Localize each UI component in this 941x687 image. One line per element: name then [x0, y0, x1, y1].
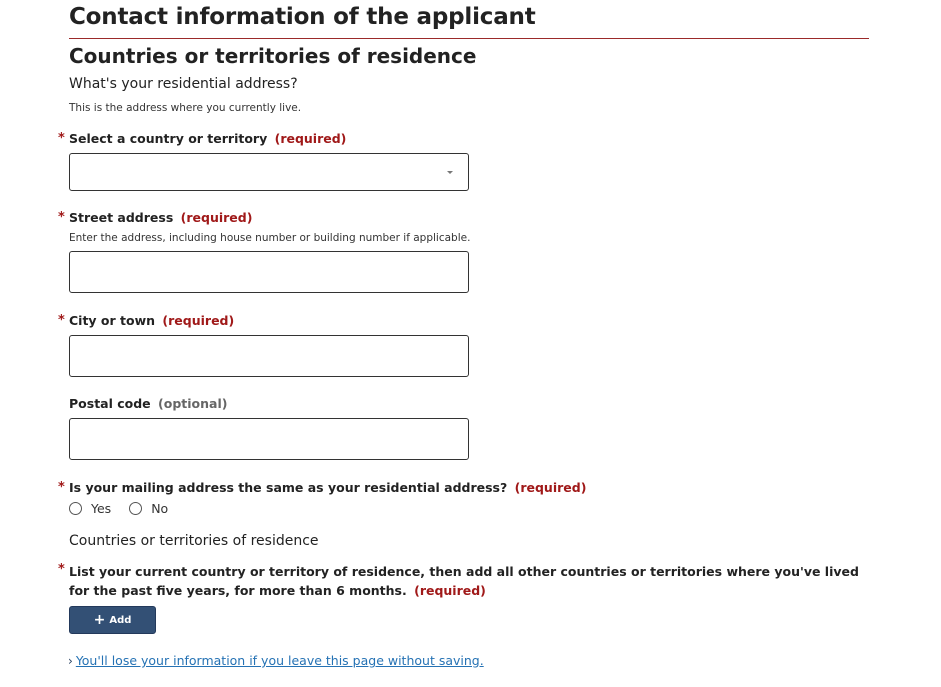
mailing-question-label	[69, 480, 586, 495]
add-country-button[interactable]	[69, 606, 156, 634]
city-required-asterisk: *	[58, 313, 65, 328]
radio-no-label: No	[151, 501, 169, 516]
plus-icon: +	[93, 612, 106, 628]
city-required-text: (required)	[162, 313, 235, 328]
unsaved-warning-link[interactable]: You'll lose your information if you leave this page without saving.	[75, 653, 484, 668]
country-select[interactable]	[69, 153, 469, 191]
country-required-asterisk: *	[58, 131, 65, 146]
mailing-option-no[interactable]	[129, 501, 168, 516]
city-label	[69, 313, 234, 328]
postal-code-input[interactable]	[69, 418, 469, 460]
page-title: Contact information of the applicant	[69, 4, 536, 30]
mailing-option-yes[interactable]	[69, 501, 111, 516]
street-address-input[interactable]	[69, 251, 469, 293]
unsaved-warning[interactable]	[68, 653, 484, 668]
postal-label-text: Postal code	[69, 396, 151, 411]
section-title: Countries or territories of residence	[69, 44, 477, 68]
countries-list-heading: Countries or territories of residence	[69, 533, 319, 549]
postal-optional-text: (optional)	[158, 396, 228, 411]
country-label-text: Select a country or territory	[69, 131, 268, 146]
residential-address-help: This is the address where you currently live.	[69, 102, 302, 114]
mailing-required-asterisk: *	[58, 480, 65, 495]
country-label	[69, 131, 346, 146]
radio-no[interactable]	[129, 502, 142, 515]
street-help: Enter the address, including house number or building number if applicable.	[69, 232, 471, 244]
chevron-down-icon	[447, 171, 453, 174]
street-required-text: (required)	[180, 210, 253, 225]
add-button-label: Add	[109, 614, 132, 626]
chevron-right-icon: ›	[68, 653, 73, 668]
mailing-radio-group	[69, 501, 186, 516]
title-divider	[69, 38, 869, 39]
radio-yes[interactable]	[69, 502, 82, 515]
residential-address-heading: What's your residential address?	[69, 76, 298, 92]
countries-required-text: (required)	[414, 583, 486, 598]
countries-list-label	[69, 562, 874, 600]
country-required-text: (required)	[274, 131, 347, 146]
street-label-text: Street address	[69, 210, 174, 225]
city-label-text: City or town	[69, 313, 156, 328]
mailing-required-text: (required)	[514, 480, 587, 495]
street-label	[69, 210, 252, 225]
postal-label	[69, 396, 227, 411]
city-input[interactable]	[69, 335, 469, 377]
mailing-question-text: Is your mailing address the same as your residential address?	[69, 480, 508, 495]
countries-list-label-text: List your current country or territory of residence, then add all other countries or territories where you've lived for the past five years, for more than 6 months.	[69, 564, 859, 598]
countries-required-asterisk: *	[58, 562, 65, 577]
radio-yes-label: Yes	[91, 501, 112, 516]
street-required-asterisk: *	[58, 210, 65, 225]
